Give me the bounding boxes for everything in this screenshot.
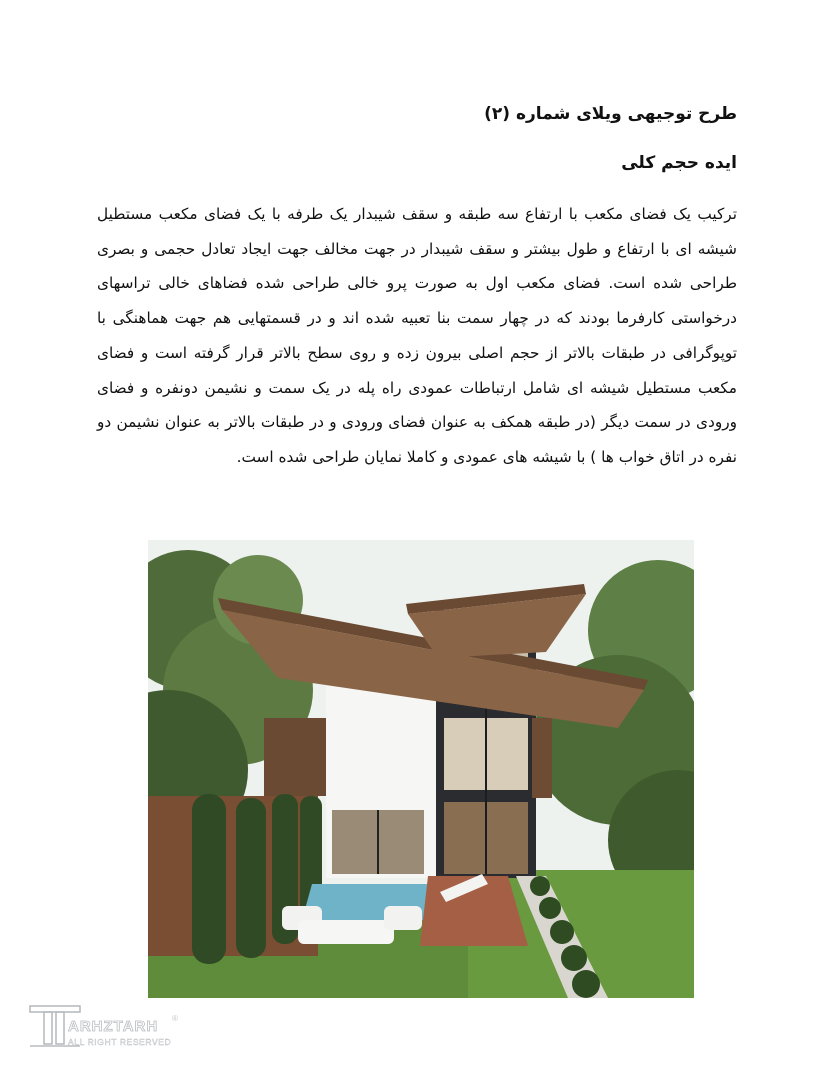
document-title: طرح توجیهی ویلای شماره (۲) [484, 104, 737, 124]
watermark-logo [28, 1000, 188, 1052]
registered-mark: ® [172, 1014, 178, 1023]
body-paragraph: ترکیب یک فضای مکعب با ارتفاع سه طبقه و سقف شیبدار یک طرفه با یک فضای مکعب مستطیل شیشه ای با ارتفاع و طول بیشتر و سقف شیبدار در جهت مخالف جهت ایجاد تعادل حجمی و بصری طراحی شده است. فضای مکعب اول به صورت پرو خالی طراحی شده فضاهای خالی تراسهای درخواستی کارفرما بودند که در چهار سمت بنا تعبیه شده اند و در قسمتهایی هم جهت هماهنگی با توپوگرافی در طبقات بالاتر از حجم اصلی بیرون زده و روی سطح بالاتر قرار گرفته است و فضای مکعب مستطیل شیشه ای شامل ارتباطات عمودی راه پله در یک سمت و نشیمن دونفره و فضای ورودی در سمت دیگر (در طبقه همکف به عنوان فضای ورودی و در طبقات بالاتر به عنوان نشیمن دو نفره در اتاق خواب ها ) با شیشه های عمودی و کاملا نمایان طراحی شده است. [97, 205, 737, 466]
watermark-tagline: ALL RIGHT RESERVED [68, 1037, 172, 1047]
section-heading: ایده حجم کلی [621, 153, 737, 173]
villa-render-image [148, 540, 694, 998]
watermark-brand: ARHZTARH [68, 1018, 159, 1035]
